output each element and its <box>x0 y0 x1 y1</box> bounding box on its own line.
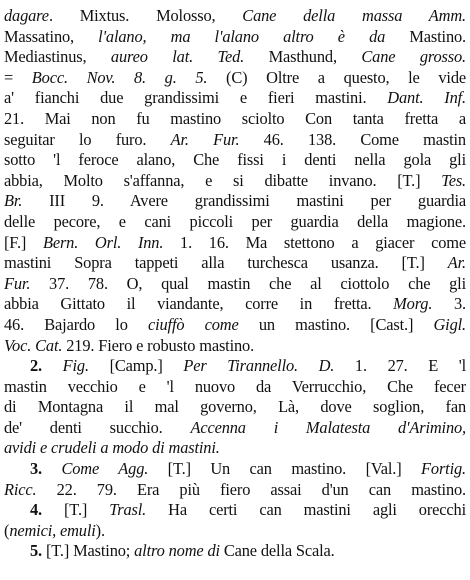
italic-text: Bocc. Nov. 8. g. 5. <box>31 67 208 87</box>
roman-text: un mastino. [Cast.] <box>238 314 434 334</box>
text-line <box>4 480 466 501</box>
roman-text: mastini Sopra tappeti alla turchesca usanza. [T.] <box>4 253 448 273</box>
text-line <box>4 233 466 254</box>
italic-text: altro nome di <box>134 541 220 561</box>
roman-text: Ha certi can mastini agli orecchi <box>146 500 466 520</box>
roman-text: 21. Mai non fu mastino sciolto Con tanta fretta a <box>4 108 466 128</box>
roman-text: 3. <box>432 294 466 314</box>
italic-text: Trasl. <box>109 500 147 520</box>
italic-text: Ar. Fur. <box>170 129 240 149</box>
italic-text: Come Agg. <box>61 459 149 479</box>
italic-text: Accenna i Malatesta d'Arimino, <box>190 417 466 437</box>
italic-text: Ricc. <box>4 479 37 499</box>
text-line <box>4 336 466 357</box>
roman-text: mastin vecchio e 'l nuovo da Verrucchio, Che fecer <box>4 376 466 396</box>
roman-text: ). <box>95 520 105 540</box>
roman-text: . Mixtus. Molosso, <box>48 6 243 25</box>
italic-text: Cane grosso. <box>361 47 466 67</box>
text-line <box>4 88 466 109</box>
text-line <box>4 191 466 212</box>
roman-text: 46. 138. Come mastin <box>239 129 466 149</box>
text-line <box>4 294 466 315</box>
text-line <box>4 356 466 377</box>
italic-text: Ar. <box>447 253 466 273</box>
italic-text: Per Tirannello. D. <box>183 356 335 376</box>
roman-text: delle pecore, e cani piccoli per guardia della magione. <box>4 211 466 231</box>
text-line <box>4 397 466 418</box>
italic-text: Gigl. <box>433 314 466 334</box>
roman-text: Masthund, <box>244 47 362 67</box>
italic-text: ciuffò come <box>147 314 239 334</box>
roman-text: [T.] Mastino; <box>45 541 135 561</box>
roman-text: Cane della Scala. <box>219 541 335 561</box>
sense-number: 5. <box>30 541 46 561</box>
roman-text: seguitar lo furo. <box>4 129 171 149</box>
italic-text: Br. <box>4 191 23 211</box>
sense-number: 2. <box>30 356 63 376</box>
roman-text: 1. 16. Ma stettono a giacer come <box>163 232 466 252</box>
text-line <box>4 500 466 521</box>
roman-text: = <box>4 67 32 87</box>
text-line <box>4 315 466 336</box>
text-line <box>4 212 466 233</box>
roman-text: [Camp.] <box>88 356 184 376</box>
roman-text: (C) Oltre a questo, le vide <box>207 67 466 87</box>
italic-text: dagare <box>4 6 49 25</box>
roman-text: abbia Gittato il viandante, corre in fretta. <box>4 294 394 314</box>
text-line <box>4 521 466 542</box>
text-line <box>4 130 466 151</box>
text-line <box>4 6 466 27</box>
roman-text: Mediastinus, <box>4 47 111 67</box>
italic-text: l'alano, ma l'alano altro è da <box>98 26 386 46</box>
italic-text: Voc. Cat. <box>4 335 63 355</box>
text-line <box>4 459 466 480</box>
roman-text: [F.] <box>4 232 43 252</box>
text-line <box>4 109 466 130</box>
italic-text: nemici, emuli <box>9 520 96 540</box>
italic-text: Bern. Orl. Inn. <box>42 232 164 252</box>
roman-text: Massatino, <box>4 26 99 46</box>
roman-text: abbia, Molto s'affanna, e si dibatte invano. [T.] <box>4 170 442 190</box>
text-line <box>4 418 466 439</box>
roman-text: 46. Bajardo lo <box>4 314 148 334</box>
italic-text: Fur. <box>4 273 31 293</box>
italic-text: Cane della massa Amm. <box>242 6 466 25</box>
roman-text: III 9. Avere grandissimi mastini per guardia <box>22 191 466 211</box>
roman-text: 22. 79. Era più fiero assai d'un can mastino. <box>36 479 466 499</box>
roman-text: 219. Fiero e robusto mastino. <box>62 335 255 355</box>
roman-text: [T.] Un can mastino. [Val.] <box>148 459 422 479</box>
text-line <box>4 253 466 274</box>
italic-text: avidi e crudeli a modo di mastini. <box>4 438 220 458</box>
roman-text: [T.] <box>64 500 110 520</box>
sense-number: 3. <box>30 459 62 479</box>
roman-text: 1. 27. E 'l <box>334 356 466 376</box>
roman-text: di Montagna il mal governo, Là, dove soglion, fan <box>4 397 466 417</box>
text-line <box>4 47 466 68</box>
roman-text: Mastino. <box>385 26 466 46</box>
roman-text: sotto 'l feroce alano, Che fissi i denti nella gola gli <box>4 150 466 170</box>
text-line <box>4 274 466 295</box>
text-line <box>4 27 466 48</box>
roman-text: de' denti succhio. <box>4 417 191 437</box>
italic-text: Morg. <box>393 294 433 314</box>
text-line <box>4 150 466 171</box>
roman-text: a' fianchi due grandissimi e fieri mastini. <box>4 88 388 108</box>
text-line <box>4 438 466 459</box>
roman-text: ( <box>4 520 10 540</box>
roman-text: 37. 78. O, qual mastin che al ciottolo che gli <box>30 273 466 293</box>
text-line <box>4 171 466 192</box>
italic-text: aureo lat. Ted. <box>110 47 245 67</box>
italic-text: Tes. <box>441 170 466 190</box>
italic-text: Fig. <box>62 356 89 376</box>
text-line <box>4 541 466 562</box>
text-line <box>4 377 466 398</box>
italic-text: Fortig. <box>421 459 466 479</box>
sense-number: 4. <box>30 500 64 520</box>
text-line <box>4 68 466 89</box>
italic-text: Dant. Inf. <box>387 88 466 108</box>
